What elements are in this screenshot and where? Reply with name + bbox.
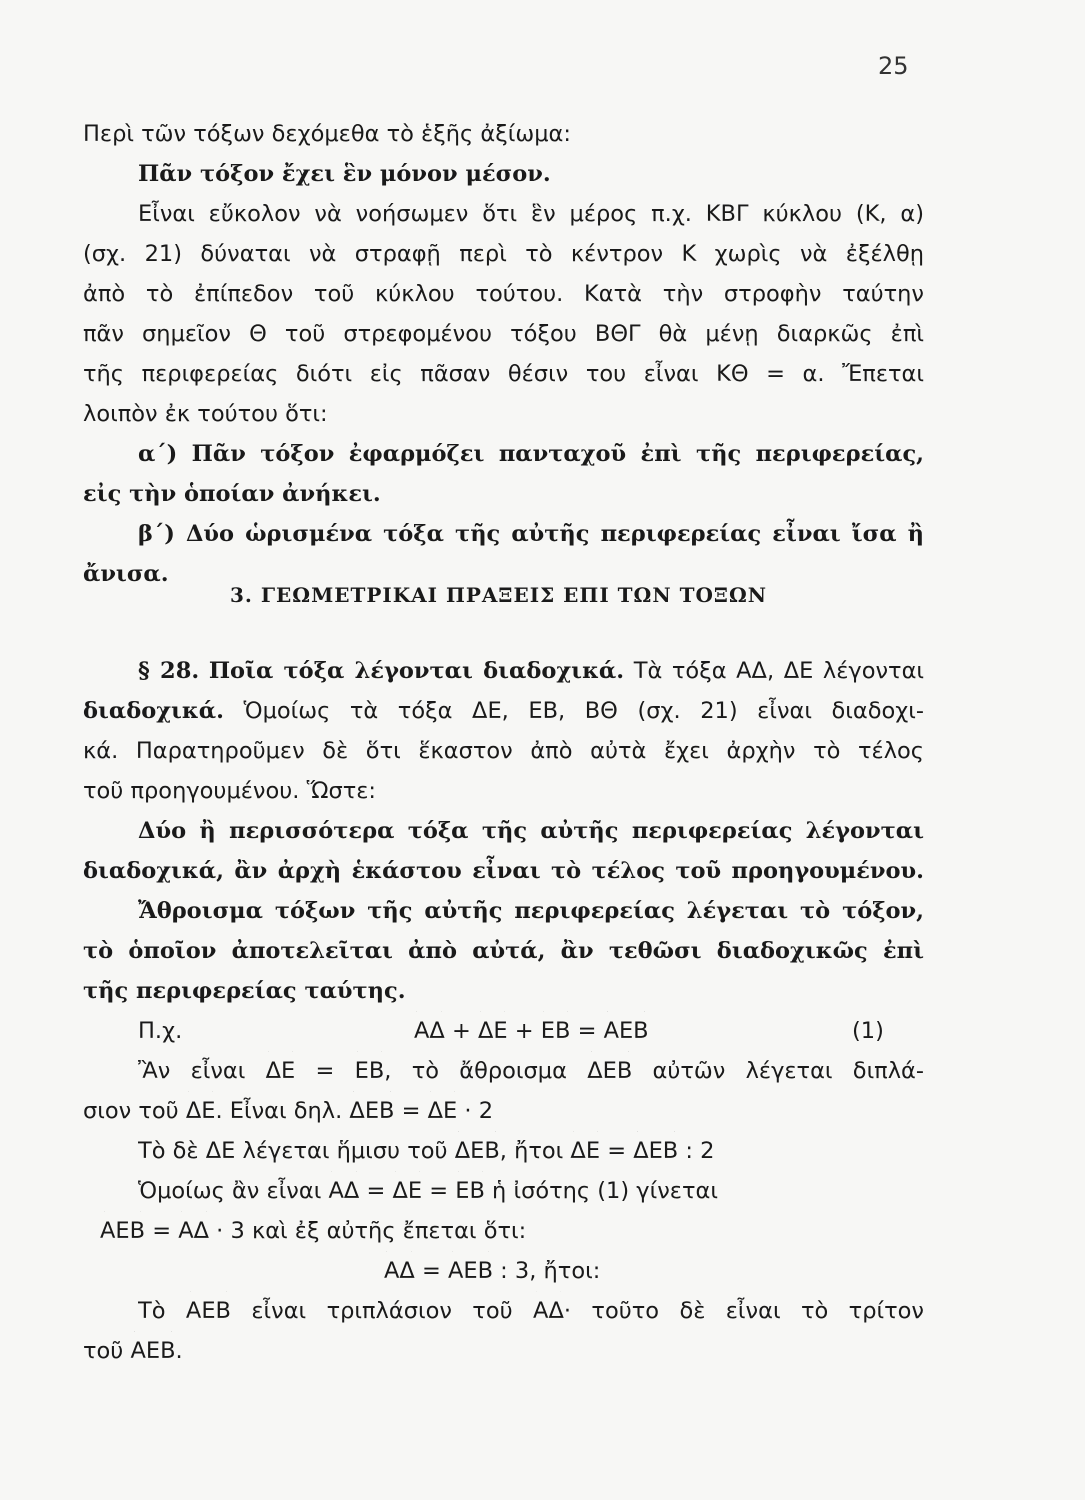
- arc-ad: ΑΔ: [414, 1011, 445, 1051]
- math-line: [138, 1291, 924, 1331]
- arc-aeb: ΑΕΒ: [448, 1251, 493, 1291]
- section-28-line: [83, 691, 924, 731]
- arc-de: ΔΕ: [392, 1171, 422, 1211]
- text: . Εἶναι δηλ.: [215, 1098, 343, 1124]
- text: : 3, ἤτοι:: [500, 1258, 601, 1284]
- plus-sign: +: [451, 1018, 471, 1044]
- arc-aeb: ΑΕΒ: [131, 1331, 176, 1371]
- text: τοῦ: [83, 1338, 124, 1364]
- intro-line: Περὶ τῶν τόξων δεχόμεθα τὸ ἑξῆς ἀξίωμα:: [83, 121, 571, 147]
- math-line: [138, 1131, 924, 1171]
- arc-deb: ΔΕΒ: [349, 1091, 394, 1131]
- math-line: [83, 1331, 924, 1371]
- definition-consecutive: διαδοχικά, ἂν ἀρχὴ ἑκάστου εἶναι τὸ τέλος τοῦ προηγουμένου.: [83, 858, 924, 884]
- section-text: Ὁμοίως τὰ τόξα ΔΕ, ΕΒ, ΒΘ (σχ. 21) εἶναι διαδοχι-: [243, 698, 924, 724]
- equals-sign: =: [421, 1258, 441, 1284]
- definition-sum: τῆς περιφερείας ταύτης.: [83, 978, 406, 1004]
- arc-ad: ΑΔ: [178, 1211, 209, 1251]
- arc-deb: ΔΕΒ: [455, 1131, 500, 1171]
- arc-de: ΔΕ: [266, 1051, 296, 1091]
- text: , τὸ ἄθροισμα: [384, 1058, 567, 1084]
- math-line: [384, 1251, 784, 1291]
- section-28-line: τοῦ προηγουμένου. Ὥστε:: [83, 778, 376, 804]
- equation-body: [414, 1011, 649, 1051]
- text: ἡ ἰσότης (1) γίνεται: [492, 1178, 718, 1204]
- section-heading: 3. ΓΕΩΜΕΤΡΙΚΑΙ ΠΡΑΞΕΙΣ ΕΠΙ ΤΩΝ ΤΟΞΩΝ: [230, 583, 768, 607]
- arc-eb: ΕΒ: [355, 1051, 385, 1091]
- definition-sum: τὸ ὁποῖον ἀποτελεῖται ἀπὸ αὐτά, ἂν τεθῶσι διαδοχικῶς ἐπὶ: [83, 938, 924, 964]
- equals-sign: =: [366, 1178, 386, 1204]
- math-line: [83, 1091, 924, 1131]
- section-title: Ποῖα τόξα λέγονται διαδοχικά.: [208, 658, 625, 684]
- section-number: § 28.: [138, 658, 200, 684]
- text: Ὁμοίως ἂν εἶναι: [138, 1178, 322, 1204]
- paragraph-line: ἀπὸ τὸ ἐπίπεδον τοῦ κύκλου τούτου. Κατὰ τὴν στροφὴν ταύτην: [83, 281, 924, 307]
- paragraph-line: λοιπὸν ἐκ τούτου ὅτι:: [83, 401, 328, 427]
- arc-deb: ΔΕΒ: [633, 1131, 678, 1171]
- axiom: Πᾶν τόξον ἔχει ἓν μόνον μέσον.: [138, 161, 551, 187]
- page-number: 25: [878, 52, 909, 80]
- text: σιον τοῦ: [83, 1098, 179, 1124]
- definition-sum: Ἄθροισμα τόξων τῆς αὐτῆς περιφερείας λέγεται τὸ τόξον,: [138, 898, 924, 924]
- arc-ad: ΑΔ: [384, 1251, 415, 1291]
- arc-deb: ΔΕΒ: [587, 1051, 632, 1091]
- text: · 2: [464, 1098, 494, 1124]
- term-bold: διαδοχικά.: [83, 698, 224, 724]
- equation-1: [138, 1011, 898, 1051]
- arc-aeb: ΑΕΒ: [604, 1011, 649, 1051]
- rule-beta: β΄) Δύο ὡρισμένα τόξα τῆς αὐτῆς περιφερείας εἶναι ἴσα ἢ: [138, 521, 924, 547]
- section-28-line: κά. Παρατηροῦμεν δὲ ὅτι ἕκαστον ἀπὸ αὐτὰ ἔχει ἀρχὴν τὸ τέλος: [83, 738, 924, 764]
- arc-aeb: ΑΕΒ: [100, 1211, 145, 1251]
- equation-tag: (1): [852, 1018, 884, 1044]
- text: Τὸ: [138, 1298, 166, 1324]
- equals-sign: =: [577, 1018, 597, 1044]
- plus-sign: +: [514, 1018, 534, 1044]
- text: : 2: [685, 1138, 715, 1164]
- text: Ἂν εἶναι: [138, 1058, 246, 1084]
- text: · 3 καὶ ἐξ αὐτῆς ἔπεται ὅτι:: [216, 1218, 527, 1244]
- section-28-line: [138, 651, 924, 691]
- arc-ad: ΑΔ: [328, 1171, 359, 1211]
- text: Τὸ δὲ ΔΕ λέγεται ἥμισυ τοῦ: [138, 1138, 448, 1164]
- section-text: Τὰ τόξα ΑΔ, ΔΕ λέγονται: [633, 658, 924, 684]
- arc-de: ΔΕ: [478, 1011, 508, 1051]
- equals-sign: =: [429, 1178, 449, 1204]
- equals-sign: =: [315, 1058, 335, 1084]
- definition-consecutive: Δύο ἢ περισσότερα τόξα τῆς αὐτῆς περιφερείας λέγονται: [138, 818, 924, 844]
- rule-beta: ἄνισα.: [83, 561, 169, 587]
- rule-alpha: εἰς τὴν ὁποίαν ἀνήκει.: [83, 481, 381, 507]
- arc-de: ΔΕ: [186, 1091, 216, 1131]
- paragraph-line: τῆς περιφερείας διότι εἰς πᾶσαν θέσιν του εἶναι ΚΘ = α. Ἔπεται: [83, 361, 924, 387]
- text: .: [175, 1338, 183, 1364]
- arc-eb: ΕΒ: [541, 1011, 571, 1051]
- math-line: [138, 1171, 924, 1211]
- math-line: [138, 1051, 924, 1091]
- paragraph-line: Εἶναι εὔκολον νὰ νοήσωμεν ὅτι ἓν μέρος π.χ. ΚΒΓ κύκλου (Κ, α): [138, 201, 924, 227]
- arc-aeb: ΑΕΒ: [186, 1291, 231, 1331]
- paragraph-line: πᾶν σημεῖον Θ τοῦ στρεφομένου τόξου ΒΘΓ θὰ μένῃ διαρκῶς ἐπὶ: [83, 321, 924, 347]
- equals-sign: =: [401, 1098, 421, 1124]
- arc-ad: ΑΔ: [533, 1291, 564, 1331]
- rule-alpha: α΄) Πᾶν τόξον ἐφαρμόζει πανταχοῦ ἐπὶ τῆς περιφερείας,: [138, 441, 924, 467]
- text: · τοῦτο δὲ εἶναι τὸ τρίτον: [563, 1298, 924, 1324]
- text: αὐτῶν λέγεται διπλά-: [652, 1058, 924, 1084]
- text: εἶναι τριπλάσιον τοῦ: [251, 1298, 513, 1324]
- arc-de: ΔΕ: [570, 1131, 600, 1171]
- arc-de: ΔΕ: [428, 1091, 458, 1131]
- arc-eb: ΕΒ: [455, 1171, 485, 1211]
- equals-sign: =: [607, 1138, 627, 1164]
- text: , ἤτοι: [499, 1138, 564, 1164]
- equals-sign: =: [152, 1218, 172, 1244]
- paragraph-line: (σχ. 21) δύναται νὰ στραφῇ περὶ τὸ κέντρον Κ χωρὶς νὰ ἐξέλθῃ: [83, 241, 924, 267]
- example-label: Π.χ.: [138, 1018, 183, 1044]
- math-line: [100, 1211, 941, 1251]
